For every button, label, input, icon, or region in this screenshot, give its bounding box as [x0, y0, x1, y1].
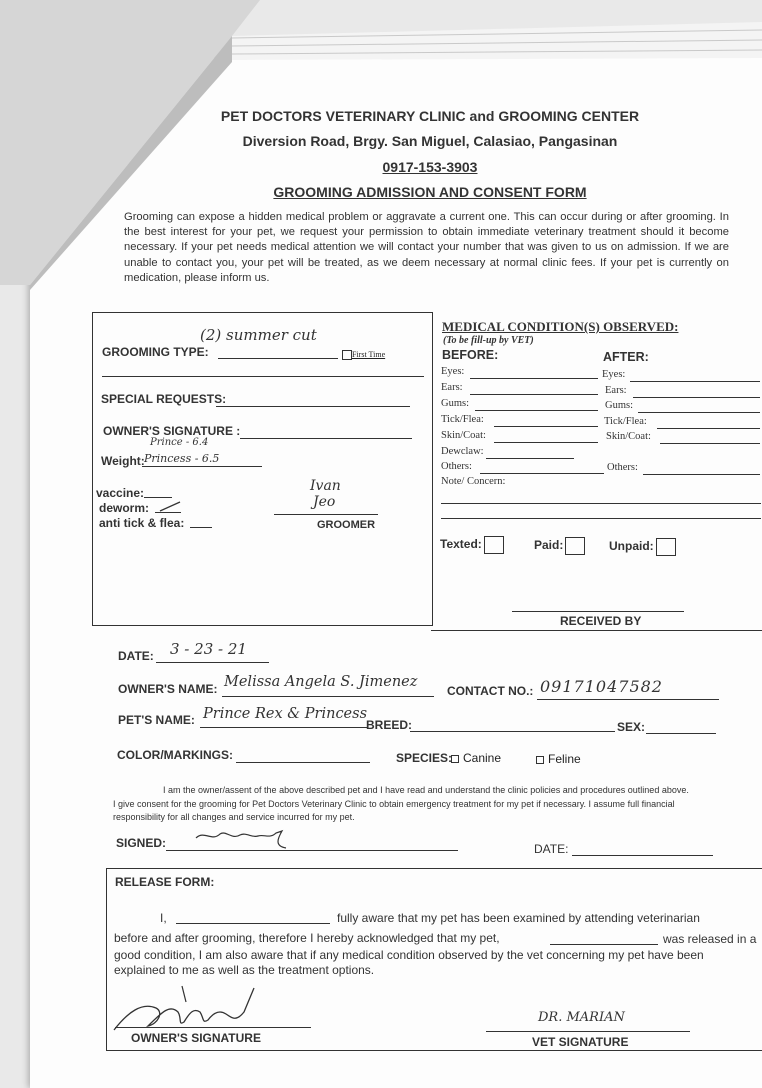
- consent-text-3: responsibility for all changes and service incurred for my pet.: [113, 812, 355, 822]
- owner-consent-signature: [190, 826, 300, 856]
- consent-date-line: [572, 855, 713, 856]
- owner-name-line: [222, 696, 434, 697]
- intro-paragraph: Grooming can expose a hidden medical problem or aggravate a current one. This can occur during or after grooming. In the best interest for your pet, we request your permission to obtain immediate veterinary treatment should it become necessary. If your pet needs medical attention we will contact your number that was given to us on admission. If we are unable to contact you, your pet will be treated, as we deem necessary at normal clinic fees. If your pet is currently on medication, please inform us.: [124, 211, 729, 284]
- canine-label: Canine: [463, 751, 502, 765]
- texted-checkbox[interactable]: [484, 536, 504, 554]
- release-text-1: fully aware that my pet has been examined by attending veterinarian: [337, 911, 700, 925]
- note-concern-label: Note/ Concern:: [441, 476, 506, 487]
- vaccine-line: [144, 497, 172, 498]
- groomer-name-2: Jeo: [313, 494, 336, 510]
- signed-label: SIGNED:: [116, 836, 167, 850]
- anti-tick-flea-line: [190, 527, 212, 528]
- note-line-1: [441, 503, 761, 504]
- contact-value: 09171047582: [540, 677, 663, 696]
- release-pet-line: [550, 944, 658, 945]
- before-gums-label: Gums:: [441, 398, 470, 409]
- vet-name: DR. MARIAN: [538, 1010, 625, 1025]
- groomer-name-1: Ivan: [310, 478, 341, 494]
- before-tick-flea-label: Tick/Flea:: [441, 414, 484, 425]
- weight-label: Weight:: [101, 454, 145, 468]
- contact-label: CONTACT NO.:: [447, 684, 534, 698]
- contact-line: [537, 699, 719, 700]
- before-eyes-label: Eyes:: [441, 366, 465, 377]
- release-text-4: good condition, I am also aware that if any medical condition observed by the vet concerning my pet have been: [114, 948, 704, 962]
- feline-option[interactable]: [536, 752, 581, 766]
- consent-text-1: I am the owner/assent of the above described pet and I have read and understand the clinic policies and procedures outlined above.: [163, 785, 689, 795]
- after-gums-line: [638, 412, 760, 413]
- texted-field[interactable]: [440, 536, 504, 554]
- canine-option[interactable]: [451, 751, 501, 765]
- after-skin-coat-line: [660, 443, 760, 444]
- before-skin-coat-label: Skin/Coat:: [441, 430, 486, 441]
- weight-value-1: Prince - 6.4: [150, 437, 209, 448]
- before-skin-coat-line: [494, 442, 598, 443]
- release-i-label: I,: [160, 911, 167, 925]
- release-form-title: RELEASE FORM:: [115, 875, 215, 889]
- texted-label: Texted:: [440, 537, 482, 552]
- groomer-line: [274, 514, 378, 515]
- received-by-label: RECEIVED BY: [560, 614, 642, 628]
- unpaid-label: Unpaid:: [609, 539, 654, 554]
- after-label: AFTER:: [603, 350, 649, 364]
- color-markings-label: COLOR/MARKINGS:: [117, 748, 233, 762]
- groomer-label: GROOMER: [317, 519, 376, 531]
- feline-checkbox[interactable]: [536, 756, 544, 764]
- color-markings-line: [236, 762, 370, 763]
- after-others-label: Others:: [607, 462, 638, 473]
- after-ears-label: Ears:: [605, 385, 627, 396]
- after-tick-flea-line: [657, 428, 760, 429]
- special-requests-line: [216, 406, 410, 407]
- medical-condition-subtitle: (To be fill-up by VET): [443, 335, 534, 346]
- paid-label: Paid:: [534, 538, 564, 553]
- unpaid-field[interactable]: [609, 538, 676, 556]
- after-eyes-line: [630, 381, 760, 382]
- owner-signature-label: OWNER'S SIGNATURE :: [103, 424, 241, 438]
- after-tick-flea-label: Tick/Flea:: [604, 416, 647, 427]
- date-value: 3 - 23 - 21: [170, 640, 247, 658]
- before-eyes-line: [470, 378, 598, 379]
- vet-panel-bottom-border: [431, 630, 762, 631]
- date-label: DATE:: [118, 649, 154, 663]
- before-label: BEFORE:: [442, 348, 499, 362]
- first-time-checkbox[interactable]: [342, 350, 385, 360]
- owner-signature-line: [240, 438, 412, 439]
- grooming-type-line: [218, 358, 338, 359]
- owner-release-signature-label: OWNER'S SIGNATURE: [131, 1031, 261, 1045]
- unpaid-checkbox[interactable]: [656, 538, 676, 556]
- after-eyes-label: Eyes:: [602, 369, 626, 380]
- weight-line: [142, 466, 262, 467]
- before-gums-line: [475, 410, 598, 411]
- before-ears-line: [470, 394, 598, 395]
- grooming-type-value: (2) summer cut: [200, 326, 317, 344]
- clinic-name: PET DOCTORS VETERINARY CLINIC and GROOMING CENTER: [220, 108, 640, 124]
- release-name-line: [176, 923, 330, 924]
- deworm-label: deworm:: [99, 501, 150, 515]
- consent-date-label: DATE:: [534, 842, 569, 856]
- date-line: [156, 662, 269, 663]
- after-others-line: [643, 474, 760, 475]
- vaccine-label: vaccine:: [96, 486, 145, 500]
- sex-label: SEX:: [617, 720, 646, 734]
- feline-label: Feline: [548, 752, 581, 766]
- release-text-2: before and after grooming, therefore I hereby acknowledged that my pet,: [114, 931, 500, 945]
- after-gums-label: Gums:: [605, 400, 634, 411]
- medical-condition-title: MEDICAL CONDITION(S) OBSERVED:: [442, 319, 679, 334]
- weight-value-2: Princess - 6.5: [144, 452, 220, 465]
- species-label: SPECIES:: [396, 751, 453, 765]
- pet-name-label: PET'S NAME:: [118, 713, 195, 727]
- sex-line: [646, 733, 716, 734]
- note-line-2: [441, 518, 761, 519]
- grooming-type-label: GROOMING TYPE:: [102, 345, 209, 359]
- owner-name-label: OWNER'S NAME:: [118, 682, 218, 696]
- pet-name-line: [200, 727, 368, 728]
- breed-line: [410, 731, 615, 732]
- paid-field[interactable]: [534, 537, 585, 555]
- before-dewclaw-line: [486, 458, 574, 459]
- owner-name-value: Melissa Angela S. Jimenez: [224, 674, 418, 690]
- deworm-check-mark: [158, 500, 182, 514]
- release-text-5: explained to me as well as the treatment options.: [114, 963, 375, 977]
- breed-label: BREED:: [366, 718, 413, 732]
- vet-signature-line: [486, 1031, 690, 1032]
- before-others-line: [480, 473, 604, 474]
- canine-checkbox[interactable]: [451, 755, 459, 763]
- clinic-phone: 0917-153-3903: [382, 159, 478, 175]
- anti-tick-flea-label: anti tick & flea:: [99, 516, 185, 530]
- grooming-type-line-2: [102, 376, 424, 377]
- paid-checkbox[interactable]: [565, 537, 585, 555]
- pet-name-value: Prince Rex & Princess: [203, 706, 368, 722]
- first-time-label: First Time: [352, 350, 386, 359]
- before-others-label: Others:: [441, 461, 472, 472]
- special-requests-label: SPECIAL REQUESTS:: [101, 392, 227, 406]
- consent-text-2: I give consent for the grooming for Pet Doctors Veterinary Clinic to obtain emergency treatment for my pet if necessary. I assume full financial: [113, 799, 675, 809]
- vet-signature-label: VET SIGNATURE: [532, 1035, 629, 1049]
- after-skin-coat-label: Skin/Coat:: [606, 431, 651, 442]
- after-ears-line: [633, 397, 760, 398]
- form-title: GROOMING ADMISSION AND CONSENT FORM: [273, 184, 587, 200]
- before-ears-label: Ears:: [441, 382, 463, 393]
- release-text-3: was released in a: [663, 932, 757, 946]
- before-dewclaw-label: Dewclaw:: [441, 446, 484, 457]
- owner-release-signature-line: [115, 1027, 311, 1028]
- received-by-line: [512, 611, 684, 612]
- clinic-address: Diversion Road, Brgy. San Miguel, Calasiao, Pangasinan: [242, 133, 618, 149]
- before-tick-flea-line: [494, 426, 598, 427]
